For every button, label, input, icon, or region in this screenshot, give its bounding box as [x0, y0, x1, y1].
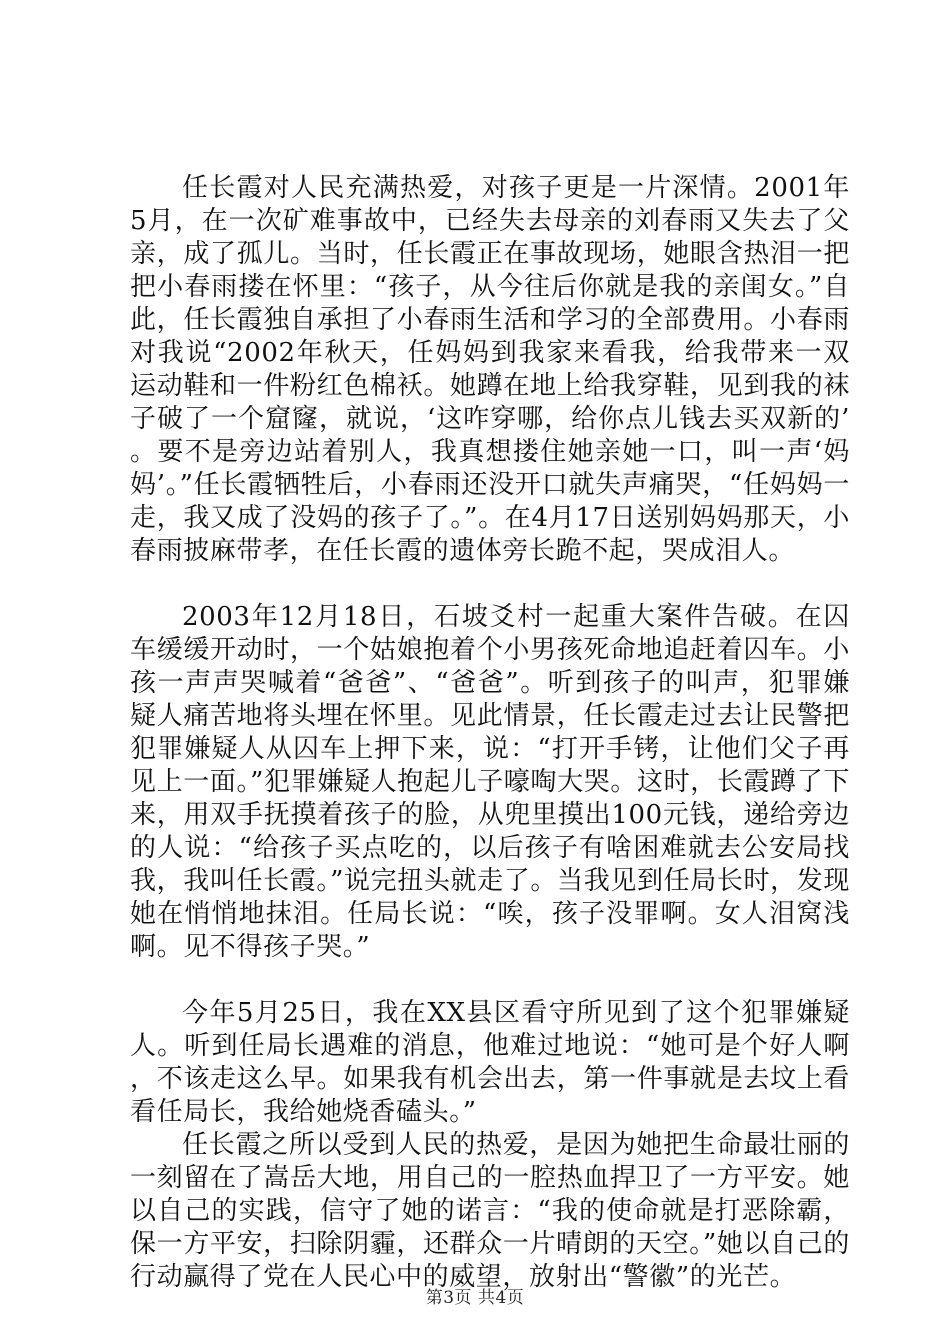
document-body: [130, 172, 850, 1294]
paragraph-orphan-story: 任长霞对人民充满热爱，对孩子更是一片深情。2001年5月，在一次矿难事故中，已经失去母亲的刘春雨又失去了父亲，成了孤儿。当时，任长霞正在事故现场，她眼含热泪一把把小春雨搂在怀里：“孩子，从今往后你就是我的亲闺女。”自此，任长霞独自承担了小春雨生活和学习的全部费用。小春雨对我说“2002年秋天，任妈妈到我家来看我，给我带来一双运动鞋和一件粉红色棉袄。她蹲在地上给我穿鞋，见到我的袜子破了一个窟窿，就说，‘这咋穿哪，给你点儿钱去买双新的’。要不是旁边站着别人，我真想搂住她亲她一口，叫一声‘妈妈’。”任长霞牺牲后，小春雨还没开口就失声痛哭，“任妈妈一走，我又成了没妈的孩子了。”。在4月17日送别妈妈那天，小春雨披麻带孝，在任长霞的遗体旁长跪不起，哭成泪人。: [130, 173, 850, 566]
page-number-footer: 第3页 共4页: [425, 1288, 525, 1308]
paragraph-case-story: 2003年12月18日，石坡爻村一起重大案件告破。在囚车缓缓开动时，一个姑娘抱着个小男孩死命地追赶着囚车。小孩一声声哭喊着“爸爸”、“爸爸”。听到孩子的叫声，犯罪嫌疑人痛苦地将头埋在怀里。见此情景，任长霞走过去让民警把犯罪嫌疑人从囚车上押下来，说：“打开手铐，让他们父子再见上一面。”犯罪嫌疑人抱起儿子嚎啕大哭。这时，长霞蹲了下来，用双手抚摸着孩子的脸，从兜里摸出100元钱，递给旁边的人说：“给孩子买点吃的，以后孩子有啥困难就去公安局找我，我叫任长霞。”说完扭头就走了。当我见到任局长时，发现她在悄悄地抹泪。任局长说：“唉，孩子没罪啊。女人泪窝浅啊。见不得孩子哭。”: [130, 602, 850, 962]
paragraph-conclusion: 任长霞之所以受到人民的热爱，是因为她把生命最壮丽的一刻留在了嵩岳大地，用自己的一腔热血捍卫了一方平安。她以自己的实践，信守了她的诺言：“我的使命就是打恶除霸，保一方平安，扫除阴霾，还群众一片晴朗的天空。”她以自己的行动赢得了党在人民心中的威望，放射出“警徽”的光芒。: [130, 1130, 850, 1292]
paragraph-suspect-visit: 今年5月25日，我在XX县区看守所见到了这个犯罪嫌疑人。听到任局长遇难的消息，他难过地说：“她可是个好人啊，不该走这么早。如果我有机会出去，第一件事就是去坟上看看任局长，我给她烧香磕头。”: [130, 998, 850, 1127]
